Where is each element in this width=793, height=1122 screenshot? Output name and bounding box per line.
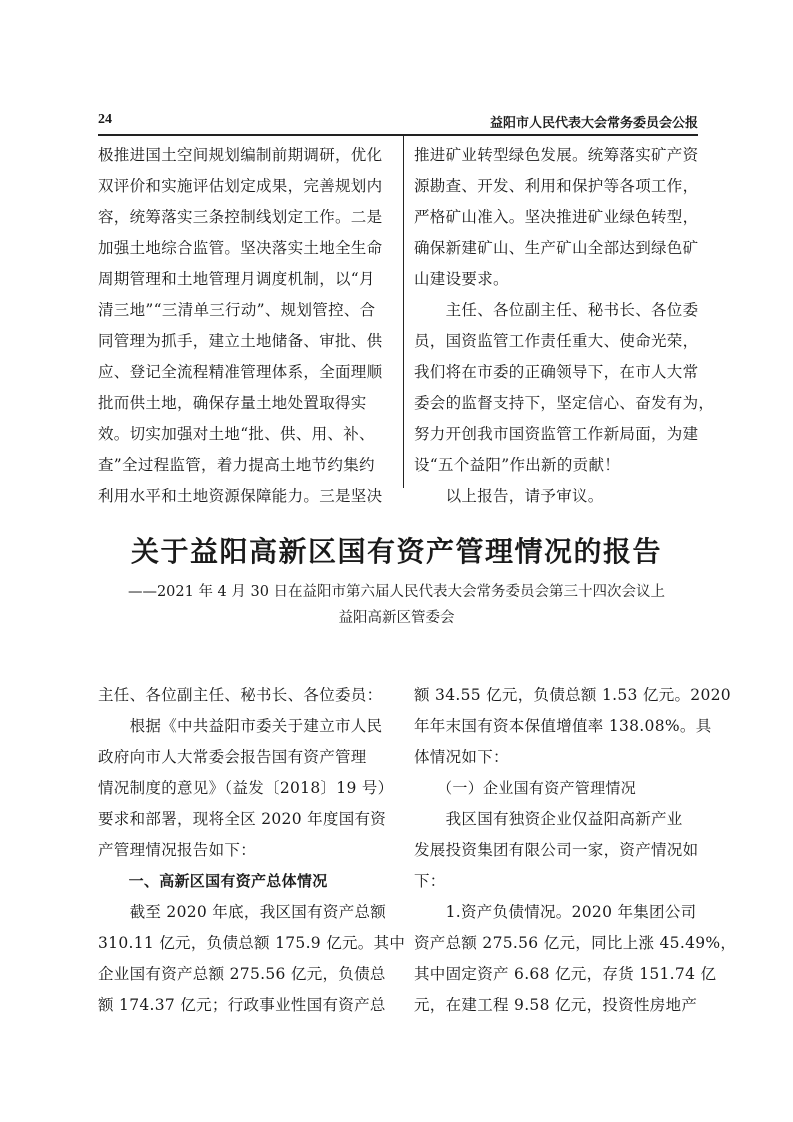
text-line: 主任、各位副主任、秘书长、各位委员： xyxy=(98,686,383,704)
text-line: 310.11 亿元，负债总额 175.9 亿元。其中 xyxy=(98,934,406,952)
text-line: 员，国资监管工作责任重大、使命光荣， xyxy=(414,332,699,350)
text-line: 政府向市人大常委会报告国有资产管理 xyxy=(98,748,367,766)
journal-title: 益阳市人民代表大会常务委员会公报 xyxy=(489,116,698,131)
text-line: 同管理为抓手，建立土地储备、审批、供 xyxy=(98,332,383,350)
text-line: 1.资产负债情况。2020 年集团公司 xyxy=(414,903,697,921)
text-line: 额 174.37 亿元；行政事业性国有资产总 xyxy=(98,996,386,1014)
text-line: 容，统筹落实三条控制线划定工作。二是 xyxy=(98,208,383,226)
subsection-heading: （一）企业国有资产管理情况 xyxy=(414,779,637,797)
text-line: 产管理情况报告如下： xyxy=(98,841,257,859)
text-line: 我们将在市委的正确领导下，在市人大常 xyxy=(414,363,699,381)
text-line: 加强土地综合监管。坚决落实土地全生命 xyxy=(98,239,383,257)
text-line: 根据《中共益阳市委关于建立市人民 xyxy=(98,717,383,735)
text-line: 主任、各位副主任、秘书长、各位委 xyxy=(414,301,699,319)
page-header xyxy=(98,112,698,132)
text-line: 企业国有资产总额 275.56 亿元，负债总 xyxy=(98,965,386,983)
text-line: 确保新建矿山、生产矿山全部达到绿色矿 xyxy=(414,239,699,257)
text-line: 推进矿业转型绿色发展。统筹落实矿产资 xyxy=(414,146,699,164)
text-line: 截至 2020 年底，我区国有资产总额 xyxy=(98,903,387,921)
article-subtitle: ——2021 年 4 月 30 日在益阳市第六届人民代表大会常务委员会第三十四次会议上 xyxy=(127,584,666,600)
text-line: 双评价和实施评估划定成果，完善规划内 xyxy=(98,177,383,195)
text-line: 要求和部署，现将全区 2020 年度国有资 xyxy=(98,810,387,828)
text-line: 周期管理和土地管理月调度机制，以“月 xyxy=(98,270,375,288)
text-line: 严格矿山准入。坚决推进矿业绿色转型， xyxy=(414,208,699,226)
text-line: 源勘查、开发、利用和保护等各项工作， xyxy=(414,177,699,195)
text-line: 情况制度的意见》（益发〔2018〕19 号） xyxy=(98,779,394,797)
lower-left-column xyxy=(98,680,406,1021)
text-line: 资产总额 275.56 亿元，同比上涨 45.49%， xyxy=(414,934,737,952)
page-number: 24 xyxy=(98,112,112,127)
text-line: 设“五个益阳”作出新的贡献！ xyxy=(414,456,621,474)
text-line: 下： xyxy=(414,872,446,890)
text-line: 体情况如下： xyxy=(414,748,509,766)
text-line: 我区国有独资企业仅益阳高新产业 xyxy=(414,810,683,828)
text-line: 山建设要求。 xyxy=(414,270,509,288)
article-title: 关于益阳高新区国有资产管理情况的报告 xyxy=(130,535,662,568)
text-line: 效。切实加强对土地“批、供、用、补、 xyxy=(98,425,375,443)
text-line: 以上报告，请予审议。 xyxy=(414,487,604,505)
column-divider xyxy=(403,136,404,488)
text-line: 查”全过程监管，着力提高土地节约集约 xyxy=(98,456,375,474)
text-line: 应、登记全流程精准管理体系，全面理顺 xyxy=(98,363,383,381)
text-line: 极推进国土空间规划编制前期调研，优化 xyxy=(98,146,383,164)
text-line: 额 34.55 亿元，负债总额 1.53 亿元。2020 xyxy=(414,686,731,704)
text-line: 清三地”“三清单三行动”、规划管控、合 xyxy=(98,301,376,319)
section-heading: 一、高新区国有资产总体情况 xyxy=(98,872,328,890)
upper-right-column xyxy=(414,140,715,512)
text-line: 批而供土地，确保存量土地处置取得实 xyxy=(98,394,367,412)
header-divider xyxy=(98,134,698,136)
text-line: 其中固定资产 6.68 亿元，存货 151.74 亿 xyxy=(414,965,717,983)
article-organization: 益阳高新区管委会 xyxy=(338,610,455,626)
text-line: 努力开创我市国资监管工作新局面，为建 xyxy=(414,425,699,443)
text-line: 发展投资集团有限公司一家，资产情况如 xyxy=(414,841,699,859)
text-line: 年年末国有资本保值增值率 138.08%。具 xyxy=(414,717,712,735)
text-line: 元，在建工程 9.58 亿元，投资性房地产 xyxy=(414,996,698,1014)
text-line: 利用水平和土地资源保障能力。三是坚决 xyxy=(98,487,383,505)
upper-left-column xyxy=(98,140,392,512)
lower-right-column xyxy=(414,680,737,1021)
text-line: 委会的监督支持下，坚定信心、奋发有为， xyxy=(414,394,715,412)
